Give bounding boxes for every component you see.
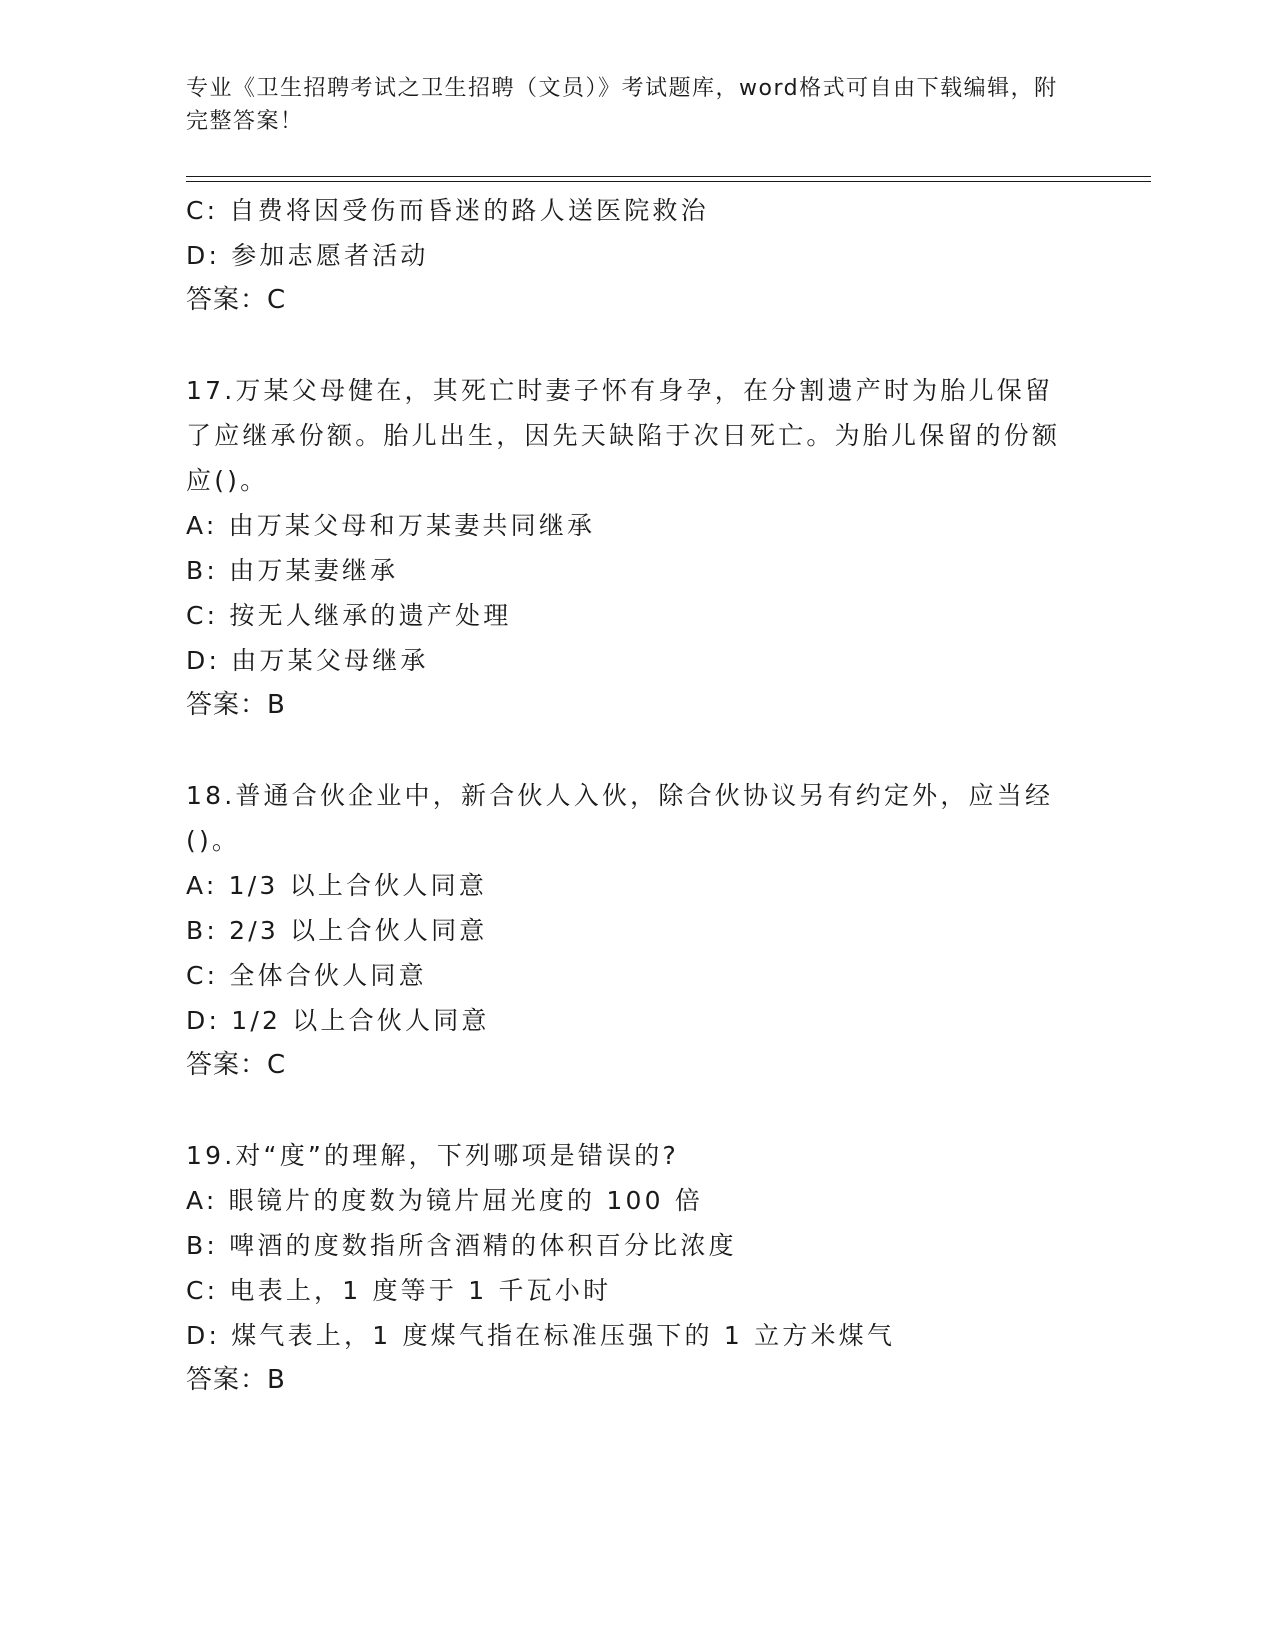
question-list (186, 188, 1086, 1403)
answer-line: 答案：C (186, 1050, 287, 1080)
answer-line: 答案：B (186, 690, 286, 720)
previous-question-block (186, 188, 1086, 323)
question-text: 18.普通合伙企业中，新合伙人入伙，除合伙协议另有约定外，应当经()。 (186, 781, 1054, 855)
option-a: A: 1/3 以上合伙人同意 (186, 871, 488, 900)
document-header: 专业《卫生招聘考试之卫生招聘（文员）》考试题库，word格式可自由下载编辑，附完整答案！ (186, 76, 1058, 134)
question-text: 19.对“度”的理解，下列哪项是错误的? (186, 1141, 679, 1170)
question-17 (186, 368, 1086, 728)
option-c: C: 全体合伙人同意 (186, 961, 427, 990)
question-19 (186, 1133, 1086, 1403)
option-a: A: 眼镜片的度数为镜片屈光度的 100 倍 (186, 1186, 704, 1215)
option-c: C: 自费将因受伤而昏迷的路人送医院救治 (186, 196, 709, 225)
option-b: B: 由万某妻继承 (186, 556, 399, 585)
option-c: C: 电表上，1 度等于 1 千瓦小时 (186, 1276, 612, 1305)
option-d: D: 由万某父母继承 (186, 646, 429, 675)
option-b: B: 啤酒的度数指所含酒精的体积百分比浓度 (186, 1231, 737, 1260)
header-divider-top (186, 176, 1151, 177)
answer-line: 答案：B (186, 1365, 286, 1395)
option-c: C: 按无人继承的遗产处理 (186, 601, 512, 630)
option-d: D: 煤气表上，1 度煤气指在标准压强下的 1 立方米煤气 (186, 1321, 896, 1350)
option-d: D: 1/2 以上合伙人同意 (186, 1006, 490, 1035)
option-a: A: 由万某父母和万某妻共同继承 (186, 511, 596, 540)
question-18 (186, 773, 1086, 1088)
option-d: D: 参加志愿者活动 (186, 241, 429, 270)
option-b: B: 2/3 以上合伙人同意 (186, 916, 488, 945)
header-divider-bottom (186, 181, 1151, 182)
answer-line: 答案：C (186, 285, 287, 315)
question-text: 17.万某父母健在，其死亡时妻子怀有身孕，在分割遗产时为胎儿保留了应继承份额。胎儿出生，因先天缺陷于次日死亡。为胎儿保留的份额应()。 (186, 376, 1061, 495)
